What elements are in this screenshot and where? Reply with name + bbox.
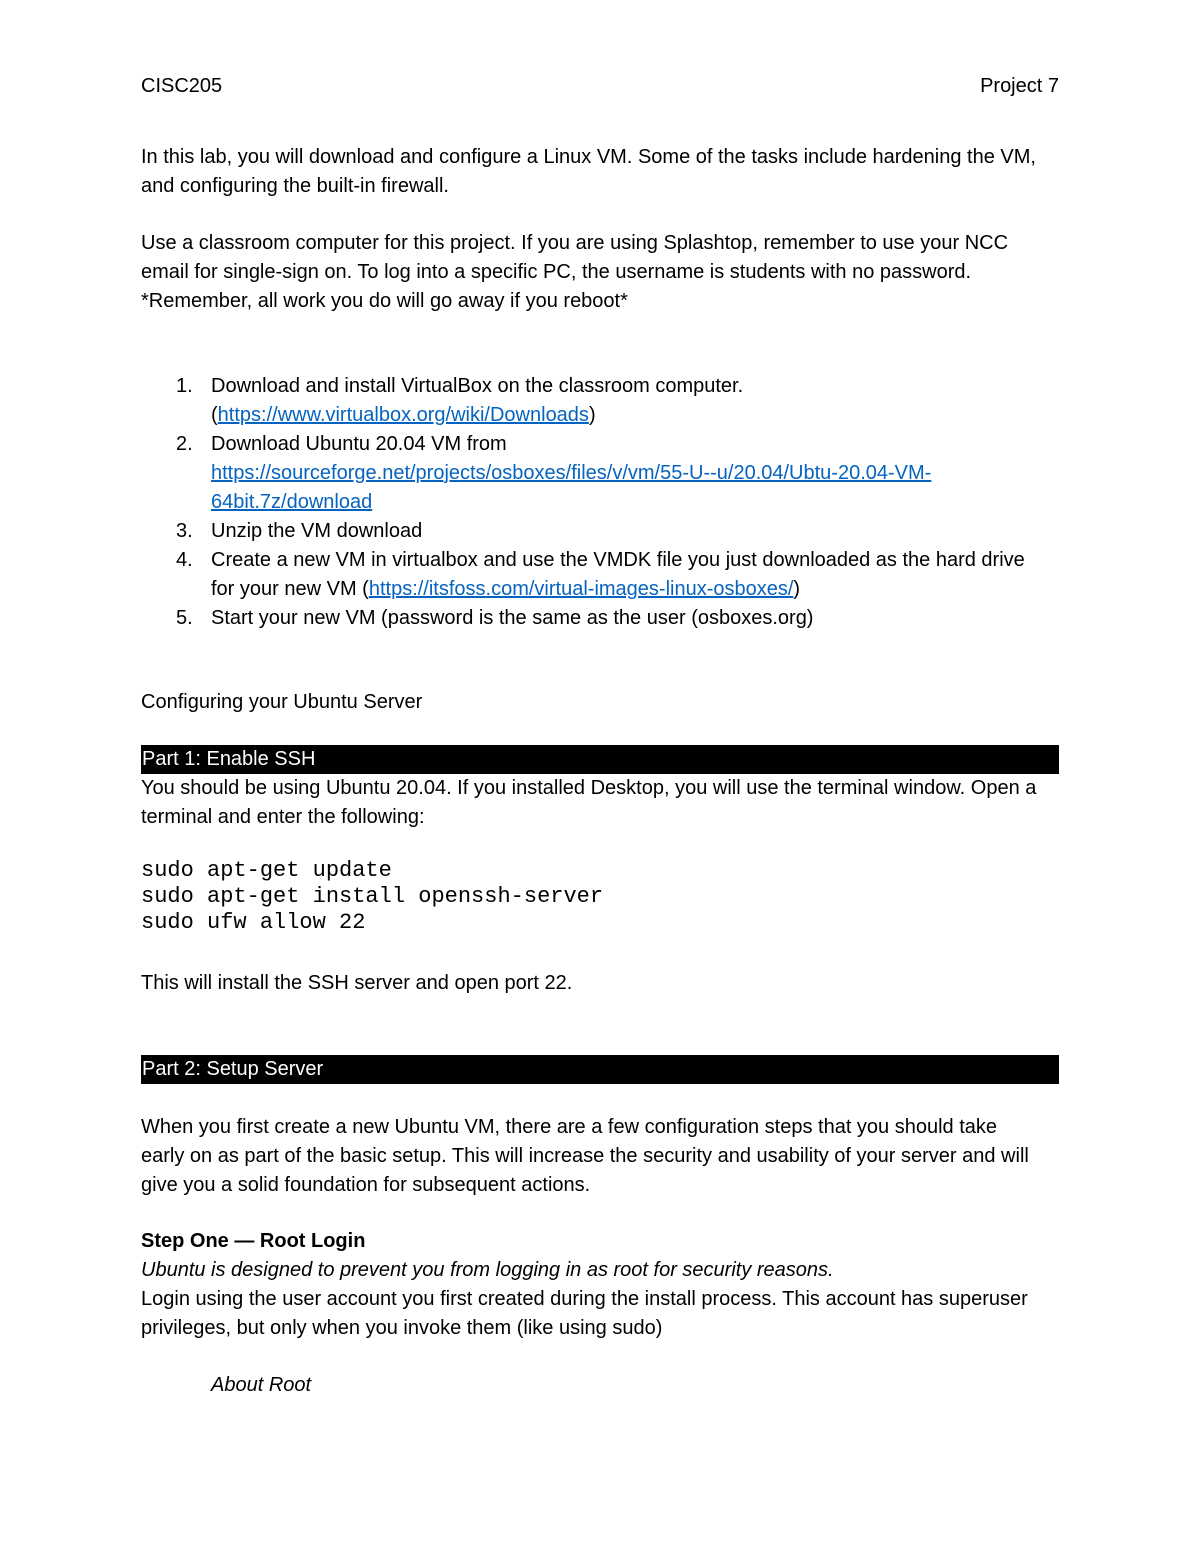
itsfoss-link[interactable]: https://itsfoss.com/virtual-images-linux-osboxes/ xyxy=(368,578,794,600)
setup-instructions xyxy=(141,229,1041,316)
step-text: Unzip the VM download xyxy=(211,520,423,542)
ubuntu-vm-download-link[interactable] xyxy=(211,462,931,513)
virtualbox-download-link[interactable]: https://www.virtualbox.org/wiki/Downloads xyxy=(217,404,589,426)
section-title: Configuring your Ubuntu Server xyxy=(141,691,423,713)
list-item xyxy=(141,604,1041,633)
intro-paragraph: In this lab, you will download and configure a Linux VM. Some of the tasks include hardening the VM, and configuring the built-in firewall. xyxy=(141,146,1036,197)
link-part-1[interactable]: https://sourceforge.net/projects/osboxes/files/v/vm/55-U--u/20.04/Ubtu-20.04-VM- xyxy=(211,462,932,484)
step-number: 5. xyxy=(176,607,193,629)
list-item xyxy=(141,546,1041,604)
step-text: Download Ubuntu 20.04 VM from xyxy=(211,433,507,455)
about-root-subheading: About Root xyxy=(211,1374,312,1396)
step-paren-open: ( xyxy=(211,404,218,426)
code-line: sudo apt-get install openssh-server xyxy=(141,884,604,909)
code-line: sudo apt-get update xyxy=(141,858,392,883)
step-text: Start your new VM (password is the same as the user (osboxes.org) xyxy=(211,607,814,629)
step-number: 3. xyxy=(176,520,193,542)
step-number: 1. xyxy=(176,375,193,397)
list-item xyxy=(141,517,1041,546)
list-item xyxy=(141,372,1041,430)
part2-paragraph: When you first create a new Ubuntu VM, there are a few configuration steps that you should take early on as part of the basic setup. This will increase the security and usability of your server and will give you a solid foundation for subsequent actions. xyxy=(141,1116,1029,1196)
setup-paragraph: Use a classroom computer for this project. If you are using Splashtop, remember to use your NCC email for single-sign on. To log into a specific PC, the username is students with no password. xyxy=(141,232,1009,283)
step-paren-close: ) xyxy=(588,404,596,426)
code-line: sudo ufw allow 22 xyxy=(141,910,366,935)
code-block xyxy=(141,858,603,936)
course-code: CISC205 xyxy=(141,75,223,97)
step-number: 4. xyxy=(176,549,193,571)
part1-note: This will install the SSH server and open port 22. xyxy=(141,972,573,994)
project-number: Project 7 xyxy=(980,75,1059,97)
steps-list xyxy=(141,372,1041,633)
part2-heading-bar: Part 2: Setup Server xyxy=(141,1055,1059,1084)
step-paren-close: ) xyxy=(793,578,801,600)
list-item xyxy=(141,430,1041,517)
step-text: Download and install VirtualBox on the classroom computer. xyxy=(211,375,744,397)
step-text: Create a new VM in virtualbox and use the VMDK file you just downloaded as the hard drive for your new VM ( xyxy=(211,549,1025,600)
step-one-paragraph: Login using the user account you first created during the install process. This account has superuser privileges, but only when you invoke them (like using sudo) xyxy=(141,1288,1028,1339)
step-one-note: Ubuntu is designed to prevent you from logging in as root for security reasons. xyxy=(141,1259,834,1281)
reboot-reminder: *Remember, all work you do will go away if you reboot* xyxy=(141,290,628,312)
part1-heading-bar: Part 1: Enable SSH xyxy=(141,745,1059,774)
page-header xyxy=(141,72,1059,101)
part1-paragraph: You should be using Ubuntu 20.04. If you installed Desktop, you will use the terminal window. Open a terminal and enter the following: xyxy=(141,777,1037,828)
step-number: 2. xyxy=(176,433,193,455)
step-one-heading: Step One — Root Login xyxy=(141,1230,366,1252)
link-part-2[interactable]: 64bit.7z/download xyxy=(211,491,373,513)
